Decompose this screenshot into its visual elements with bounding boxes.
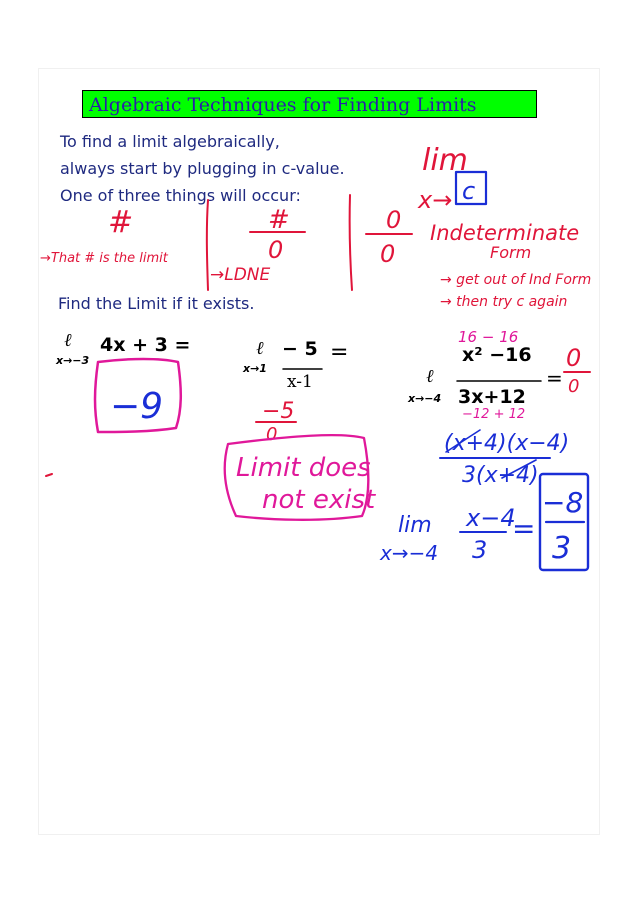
problem-3-plug-denominator: −12 + 12: [462, 407, 526, 422]
page-title: Algebraic Techniques for Finding Limits: [82, 90, 537, 118]
problem-1-subscript: x→−3: [56, 354, 90, 367]
case-2-note: →LDNE: [210, 265, 271, 285]
limit-symbol: ℓ: [64, 330, 72, 351]
final-lim-subscript: x→−4: [380, 541, 439, 565]
problem-2-note-line-2: not exist: [262, 485, 376, 515]
final-answer-numerator: −8: [542, 486, 584, 519]
problem-3-zero-denominator: 0: [568, 376, 580, 397]
problem-2-subscript: x→1: [243, 362, 267, 375]
problem-3-factor-denominator: 3(x+4): [462, 463, 539, 488]
problem-2-numerator: − 5: [282, 338, 318, 360]
problem-3-zero-numerator: 0: [566, 344, 582, 372]
limit-symbol: ℓ: [256, 338, 264, 359]
problem-3-plug-numerator: 16 − 16: [458, 328, 519, 346]
problem-2-equals: =: [330, 340, 349, 365]
case-3-label-2: Form: [490, 243, 532, 262]
intro-line-2: always start by plugging in c-value.: [60, 159, 345, 178]
problem-2-note-line-1: Limit does: [236, 453, 371, 483]
problem-1-answer: [95, 359, 181, 432]
intro-line-3: One of three things will occur:: [60, 186, 301, 205]
problem-1-answer-value: −9: [110, 386, 164, 427]
problem-2-work-numerator: −5: [262, 399, 295, 424]
problem-3-subscript: x→−4: [408, 392, 442, 405]
case-2-annotation: [210, 205, 305, 285]
c-value: c: [462, 177, 476, 205]
final-lim-word: lim: [398, 513, 432, 538]
case-3-annotation: [366, 206, 591, 310]
case-1-note: →That # is the limit: [40, 251, 168, 266]
case-divider: [207, 200, 208, 290]
problem-3-final: [379, 474, 588, 570]
limit-symbol: ℓ: [426, 366, 434, 387]
case-3-step-2: → then try c again: [440, 294, 568, 310]
lim-subscript: x→: [418, 186, 453, 214]
case-3-label-1: Indeterminate: [430, 221, 580, 245]
final-simplified-numerator: x−4: [466, 504, 516, 532]
case-3-denominator: 0: [380, 240, 396, 268]
final-answer-denominator: 3: [552, 531, 572, 566]
lim-x-to-c: [417, 143, 486, 214]
problem-3-numerator: x² −16: [462, 344, 532, 366]
find-limit-label: Find the Limit if it exists.: [58, 294, 255, 313]
final-equals: =: [512, 512, 536, 545]
problem-3-factor-numerator: (x+4)(x−4): [444, 431, 570, 456]
case-1-annotation: [40, 205, 169, 266]
case-2-denominator: 0: [268, 236, 284, 264]
case-divider: [350, 195, 352, 290]
problem-2-work-denominator: 0: [266, 424, 278, 445]
problem-1-expression: 4x + 3 =: [100, 334, 191, 356]
problem-2-denominator: x-1: [287, 372, 313, 392]
final-simplified-denominator: 3: [472, 536, 488, 564]
intro-line-1: To find a limit algebraically,: [60, 132, 280, 151]
case-1-symbol: #: [108, 205, 134, 240]
problem-3-equals: =: [546, 366, 563, 390]
case-3-step-1: → get out of Ind Form: [440, 272, 592, 288]
problem-3-denominator: 3x+12: [458, 386, 526, 408]
problem-2-work: [225, 399, 376, 520]
lim-word: lim: [422, 143, 468, 178]
problem-3-work: [440, 328, 590, 488]
stray-mark: [46, 474, 52, 476]
case-3-numerator: 0: [386, 206, 402, 234]
case-2-numerator: #: [268, 205, 290, 235]
